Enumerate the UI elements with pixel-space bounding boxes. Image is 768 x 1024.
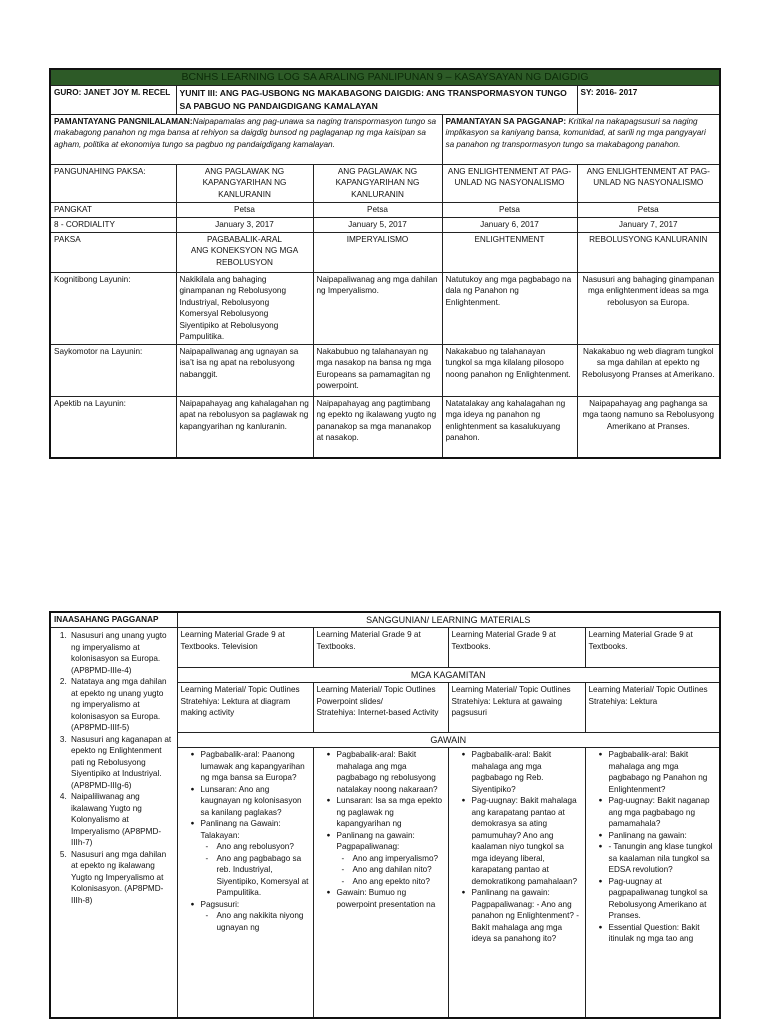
cognitive-1: Nakikilala ang bahaging ginampanan ng Rebolusyong Industriyal, Rebolusyong Komersyal Rebolusyong Siyentipiko at Rebolusyong Pampulitika. (176, 272, 313, 344)
materials-table (49, 611, 721, 1019)
activities-list-2 (317, 749, 445, 910)
affective-2: Naipapahayag ang pagtimbang ng epekto ng ikalawang yugto ng pananakop sa mga mananakop at nasakop. (313, 396, 442, 458)
sub-item: - Ano ang imperyalismo? (337, 853, 445, 865)
group-label: PANGKAT (50, 202, 176, 217)
learning-log-table (49, 68, 721, 459)
activities-2 (313, 748, 448, 1018)
sub-item: - Ano ang nakikita niyong ugnayan ng (201, 910, 310, 933)
teacher-name: GURO: JANET JOY M. RECEL (50, 85, 176, 114)
cognitive-3: Natutukoy ang mga pagbabago na dala ng Panahon ng Enlightenment. (442, 272, 577, 344)
list-item: ● Essential Question: Bakit itinulak ng mga tao ang (600, 922, 717, 945)
list-item: ● Lunsaran: Ano ang kaugnayan ng kolonisasyon sa kanilang paglakas? (192, 784, 310, 819)
list-item: ● Pag-uugnay: Bakit mahalaga ang karapatang pantao at demokrasya sa ating pamumuhay? Ano ang kaalaman niyo tungkol sa mga ideyang liberal, karapatang pantao at demokratikong pamahalaan? (463, 795, 582, 887)
date-3: January 6, 2017 (442, 217, 577, 232)
activities-list-1 (181, 749, 310, 933)
list-item: ● Pag-uugnay: Bakit naganap ang mga pagbabago ng pamamahala? (600, 795, 717, 830)
activities-title: GAWAIN (177, 733, 720, 748)
tools-2-material: Learning Material/ Topic Outlines Powerpoint slides/ (316, 685, 436, 706)
date-label-3: Petsa (442, 202, 577, 217)
sub-item: - Ano ang rebolusyon? (201, 841, 310, 853)
performance-standard-label: PAMANTAYAN SA PAGGANAP: (445, 116, 567, 126)
expected-outcomes-list (54, 630, 174, 906)
tools-title: MGA KAGAMITAN (177, 668, 720, 683)
reference-3: Learning Material Grade 9 at Textbooks. (448, 628, 585, 668)
topic-col-3: ANG ENLIGHTENMENT AT PAG-UNLAD NG NASYONALISMO (442, 164, 577, 202)
subject-4: REBOLUSYONG KANLURANIN (577, 232, 720, 272)
list-item: 4. Naipaliliwanag ang ikalawang Yugto ng Kolonyalismo at Imperyalismo (AP8PMD-IIIh-7) (69, 791, 174, 849)
activities-4 (585, 748, 720, 1018)
list-item: 2. Natataya ang mga dahilan at epekto ng unang yugto ng imperyalismo at kolonisasyon sa Europa. (AP8PMD-IIIf-5) (69, 676, 174, 734)
list-item: ● Pagbabalik-aral: Bakit mahalaga ang mga pagbabago ng rebolusyong natalakay noong nakaraan? (328, 749, 445, 795)
list-item: ● Pagbabalik-aral: Paanong lumawak ang kapangyarihan ng mga bansa sa Europa? (192, 749, 310, 784)
date-label-4: Petsa (577, 202, 720, 217)
activities-3 (448, 748, 585, 1018)
list-item: ● Gawain: Bumuo ng powerpoint presentation na (328, 887, 445, 910)
psychomotor-label: Saykomotor na Layunin: (50, 344, 176, 396)
sub-item: - Ano ang epekto nito? (337, 876, 445, 888)
subject-1: PAGBABALIK-ARAL ANG KONEKSYON NG MGA REBOLUSYON (176, 232, 313, 272)
psychomotor-2: Nakabubuo ng talahanayan ng mga nasakop na bansa ng mga Europeans sa pamamagitan ng powerpoint. (313, 344, 442, 396)
cognitive-label: Kognitibong Layunin: (50, 272, 176, 344)
activities-1 (177, 748, 313, 1018)
content-standard-label: PAMANTAYANG PANGNILALAMAN: (54, 116, 193, 126)
list-item: 1. Nasusuri ang unang yugto ng imperyalismo at kolonisasyon sa Europa. (AP8PMD-IIIe-4) (69, 630, 174, 676)
tools-2-strategy: Stratehiya: Internet-based Activity (316, 708, 439, 717)
list-item: ● Panlinang na gawain: Pagpapaliwanag: - Ano ang panahon ng Enlightenment? - Bakit mahalaga ang mga ideya sa panahong ito? (463, 887, 582, 945)
list-item: ● Pagbabalik-aral: Bakit mahalaga ang mga pagbabago ng Panahon ng Enlightenment? (600, 749, 717, 795)
performance-standard (442, 114, 720, 164)
performance-standard-text: Kritikal na nakapagsusuri sa naging implikasyon sa kaniyang bansa, komunidad, at sarili ng mga pangyayari sa panahon ng transpormasyon tungo sa makabagong panahon. (445, 116, 706, 149)
list-item: ● Pagbabalik-aral: Bakit mahalaga ang mga pagbabago ng Reb. Siyentipiko? (463, 749, 582, 795)
learning-materials-title: SANGGUNIAN/ LEARNING MATERIALS (177, 612, 720, 628)
subject-3: ENLIGHTENMENT (442, 232, 577, 272)
cognitive-2: Naipapaliwanag ang mga dahilan ng Imperyalismo. (313, 272, 442, 344)
section-name: 8 - CORDIALITY (50, 217, 176, 232)
tools-1-strategy: Stratehiya: Lektura at diagram making activity (180, 696, 291, 717)
tools-4-strategy: Stratehiya: Lektura (588, 696, 658, 706)
sub-item: - Ano ang pagbabago sa reb. Industriyal, Siyentipiko, Komersyal at Pampulitika. (201, 853, 310, 899)
list-item: ● Panlinang na Gawain: Talakayan: - Ano ang rebolusyon? - Ano ang pagbabago sa reb. Industriyal, Siyentipiko, Komersyal at Pampulitika. (192, 818, 310, 899)
content-standard-text: Naipapamalas ang pag-unawa sa naging transpormasyon tungo sa makabagong panahon ng mga bansa at rehiyon sa daigdig bunsod ng paglaganap ng mga kaisipan sa agham, politika at ekonomiya tungo sa pagbuo ng pandaigdigang kamalayan. (54, 116, 437, 149)
psychomotor-4: Nakakabuo ng web diagram tungkol sa mga dahilan at epekto ng Rebolusyong Pranses at Amerikano. (577, 344, 720, 396)
subject-label: PAKSA (50, 232, 176, 272)
cognitive-4: Nasusuri ang bahaging ginampanan mga enlightenment ideas sa mga rebolusyon sa Europa. (577, 272, 720, 344)
sub-item: - Ano ang dahilan nito? (337, 864, 445, 876)
affective-label: Apektib na Layunin: (50, 396, 176, 458)
list-item: 5. Nasusuri ang mga dahilan at epekto ng ikalawang Yugto ng Imperyalismo at Kolonisasyon. (AP8PMD-IIIh-8) (69, 849, 174, 907)
psychomotor-1: Naipapaliwanag ang ugnayan sa isa’t isa ng apat na rebolusyong nabanggit. (176, 344, 313, 396)
list-item: ● Panlinang na gawain: (600, 830, 717, 842)
tools-4 (585, 683, 720, 733)
tools-3-material: Learning Material/ Topic Outlines (451, 685, 571, 694)
reference-1: Learning Material Grade 9 at Textbooks. Television (177, 628, 313, 668)
document-banner: BCNHS LEARNING LOG SA ARALING PANLIPUNAN 9 – KASAYSAYAN NG DAIGDIG (50, 69, 720, 85)
expected-outcomes-title: INAASAHANG PAGGANAP (50, 612, 177, 628)
date-label-2: Petsa (313, 202, 442, 217)
list-item: ● Lunsaran: Isa sa mga epekto ng paglawak ng kapangyarihan ng (328, 795, 445, 830)
topic-col-4: ANG ENLIGHTENMENT AT PAG-UNLAD NG NASYONALISMO (577, 164, 720, 202)
list-item: ● Pagsusuri: - Ano ang nakikita niyong ugnayan ng (192, 899, 310, 934)
subject-2: IMPERYALISMO (313, 232, 442, 272)
tools-2 (313, 683, 448, 733)
unit-title: YUNIT III: ANG PAG-USBONG NG MAKABAGONG DAIGDIG: ANG TRANSPORMASYON TUNGO SA PABGUO NG PANDAIGDIGANG KAMALAYAN (176, 85, 577, 114)
date-2: January 5, 2017 (313, 217, 442, 232)
activities-list-4 (589, 749, 717, 945)
date-4: January 7, 2017 (577, 217, 720, 232)
tools-3-strategy: Stratehiya: Lektura at gawaing pagsusuri (451, 696, 563, 717)
affective-4: Naipapahayag ang paghanga sa mga taong namuno sa Rebolusyong Amerikano at Pranses. (577, 396, 720, 458)
main-topic-label: PANGUNAHING PAKSA: (50, 164, 176, 202)
topic-col-2: ANG PAGLAWAK NG KAPANGYARIHAN NG KANLURANIN (313, 164, 442, 202)
affective-1: Naipapahayag ang kahalagahan ng apat na rebolusyon sa paglawak ng kapangyarihan ng kanluranin. (176, 396, 313, 458)
date-1: January 3, 2017 (176, 217, 313, 232)
tools-4-material: Learning Material/ Topic Outlines (588, 685, 708, 694)
date-label-1: Petsa (176, 202, 313, 217)
content-standard (50, 114, 442, 164)
list-item: ● Panlinang na gawain: Pagpapaliwanag: - Ano ang imperyalismo? - Ano ang dahilan nito? - Ano ang epekto nito? (328, 830, 445, 888)
list-item: ● - Tanungin ang klase tungkol sa kaalaman nila tungkol sa EDSA revolution? (600, 841, 717, 876)
psychomotor-3: Nakakabuo ng talahanayan tungkol sa mga kilalang pilosopo noong panahon ng Enlightenment. (442, 344, 577, 396)
school-year: SY: 2016- 2017 (577, 85, 720, 114)
topic-col-1: ANG PAGLAWAK NG KAPANGYARIHAN NG KANLURANIN (176, 164, 313, 202)
activities-list-3 (452, 749, 582, 945)
tools-1-material: Learning Material/ Topic Outlines (180, 685, 300, 694)
tools-1 (177, 683, 313, 733)
affective-3: Natatalakay ang kahalagahan ng mga ideya ng panahon ng enlightenment sa kasalukuyang panahon. (442, 396, 577, 458)
list-item: ● Pag-uugnay at pagpapaliwanag tungkol sa Rebolusyong Amerikano at Pranses. (600, 876, 717, 922)
tools-3 (448, 683, 585, 733)
reference-4: Learning Material Grade 9 at Textbooks. (585, 628, 720, 668)
list-item: 3. Nasusuri ang kaganapan at epekto ng Enlightenment pati ng Rebolusyong Siyentipiko at Industriyal. (AP8PMD-IIIg-6) (69, 734, 174, 792)
reference-2: Learning Material Grade 9 at Textbooks. (313, 628, 448, 668)
expected-outcomes-cell (50, 628, 177, 1018)
